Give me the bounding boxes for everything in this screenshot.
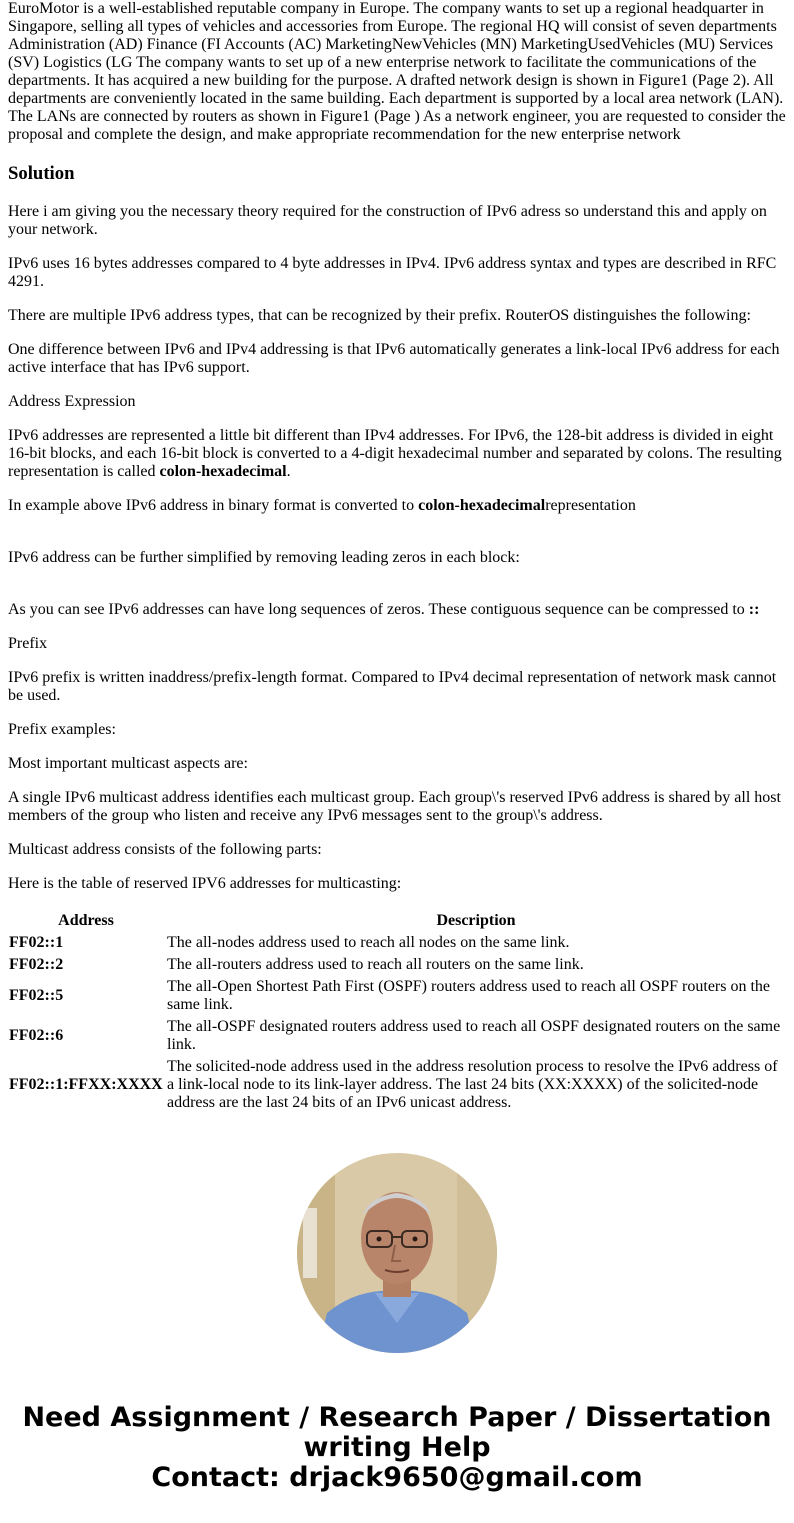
table-row (8, 1017, 786, 1055)
multicast-address-table (6, 909, 788, 1115)
avatar-portrait (297, 1153, 497, 1353)
row-description: The all-nodes address used to reach all nodes on the same link. (167, 934, 570, 951)
table-row (8, 977, 786, 1015)
paragraph-prefix: Prefix (8, 635, 48, 652)
solution-heading: Solution (8, 163, 75, 184)
paragraph-colon-hex (8, 427, 786, 481)
row-address: FF02::1 (9, 934, 64, 951)
paragraph-leading-zeros: IPv6 address can be further simplified by removing leading zeros in each block: (8, 549, 520, 566)
table-row (8, 955, 786, 975)
paragraph-address-expression: Address Expression (8, 393, 136, 410)
row-description: The all-OSPF designated routers address used to reach all OSPF designated routers on the same link. (167, 1018, 781, 1053)
binary-converted-text: In example above IPv6 address in binary format is converted to (8, 497, 419, 514)
row-description: The solicited-node address used in the address resolution process to resolve the IPv6 address of a link-local node to its link-layer address. The last 24 bits (XX:XXXX) of the solicited-node address are the last 24 bits of an IPv6 unicast address. (167, 1058, 778, 1111)
paragraph-multicast-parts: Multicast address consists of the following parts: (8, 841, 322, 858)
table-header-row (8, 911, 786, 931)
row-description: The all-routers address used to reach all routers on the same link. (167, 956, 584, 973)
table-row (8, 933, 786, 953)
row-address: FF02::1:FFXX:XXXX (9, 1076, 163, 1093)
row-address: FF02::5 (9, 987, 64, 1004)
ad-line-1: Need Assignment / Research Paper / Dissertation (22, 1402, 772, 1433)
paragraph-link-local: One difference between IPv6 and IPv4 addressing is that IPv6 automatically generates a link-local IPv6 address for each active interface that has IPv6 support. (8, 341, 780, 376)
paragraph-table-intro: Here is the table of reserved IPV6 addresses for multicasting: (8, 875, 402, 892)
header-address: Address (58, 912, 114, 929)
paragraph-theory: Here i am giving you the necessary theory required for the construction of IPv6 adress so understand this and apply on your network. (8, 203, 767, 238)
ad-contact: Contact: drjack9650@gmail.com (151, 1462, 643, 1493)
row-description: The all-Open Shortest Path First (OSPF) routers address used to reach all OSPF routers on the same link. (167, 978, 771, 1013)
binary-converted-term: colon-hexadecimal (418, 497, 546, 514)
row-address: FF02::6 (9, 1027, 64, 1044)
ad-line-2: writing Help (303, 1432, 491, 1463)
paragraph-prefix-format: IPv6 prefix is written inaddress/prefix-length format. Compared to IPv4 decimal representation of network mask cannot be used. (8, 669, 777, 704)
paragraph-compress-zeros (8, 601, 786, 619)
help-advertisement (0, 1403, 794, 1493)
colon-hex-term: colon-hexadecimal (159, 463, 287, 480)
paragraph-binary-converted (8, 497, 786, 515)
compress-zeros-symbol: :: (748, 601, 760, 618)
author-avatar (297, 1153, 497, 1353)
colon-hex-end: . (286, 463, 291, 480)
intro-paragraph: EuroMotor is a well-established reputable company in Europe. The company wants to set up a regional headquarter in Singapore, selling all types of vehicles and accessories from Europe. The regional HQ will consist of seven departments Administration (AD) Finance (FI Accounts (AC) MarketingNewVehicles (MN) MarketingUsedVehicles (MU) Services (SV) Logistics (LG The company wants to set up of a new enterprise network to facilitate the communications of the departments. It has acquired a new building for the purpose. A drafted network design is shown in Figure1 (Page 2). All departments are conveniently located in the same building. Each department is supported by a local area network (LAN). The LANs are connected by routers as shown in Figure1 (Page ) As a network engineer, you are requested to consider the proposal and complete the design, and make appropriate recommendation for the new enterprise network (8, 0, 786, 143)
compress-zeros-text: As you can see IPv6 addresses can have long sequences of zeros. These contiguous sequence can be compressed to (8, 601, 749, 618)
paragraph-multicast-group: A single IPv6 multicast address identifies each multicast group. Each group\'s reserved IPv6 address is shared by all host members of the group who listen and receive any IPv6 messages sent to the group\'s address. (8, 789, 781, 824)
header-description: Description (436, 912, 516, 929)
row-address: FF02::2 (9, 956, 64, 973)
binary-converted-end: representation (545, 497, 636, 514)
paragraph-ipv6-bytes: IPv6 uses 16 bytes addresses compared to 4 byte addresses in IPv4. IPv6 address syntax and types are described in RFC 4291. (8, 255, 777, 290)
paragraph-multicast-aspects: Most important multicast aspects are: (8, 755, 248, 772)
paragraph-address-types: There are multiple IPv6 address types, that can be recognized by their prefix. RouterOS distinguishes the following: (8, 307, 751, 324)
colon-hex-text: IPv6 addresses are represented a little bit different than IPv4 addresses. For IPv6, the 128-bit address is divided in eight 16-bit blocks, and each 16-bit block is converted to a 4-digit hexadecimal number and separated by colons. The resulting representation is called (8, 427, 782, 480)
table-row (8, 1057, 786, 1113)
paragraph-prefix-examples: Prefix examples: (8, 721, 116, 738)
